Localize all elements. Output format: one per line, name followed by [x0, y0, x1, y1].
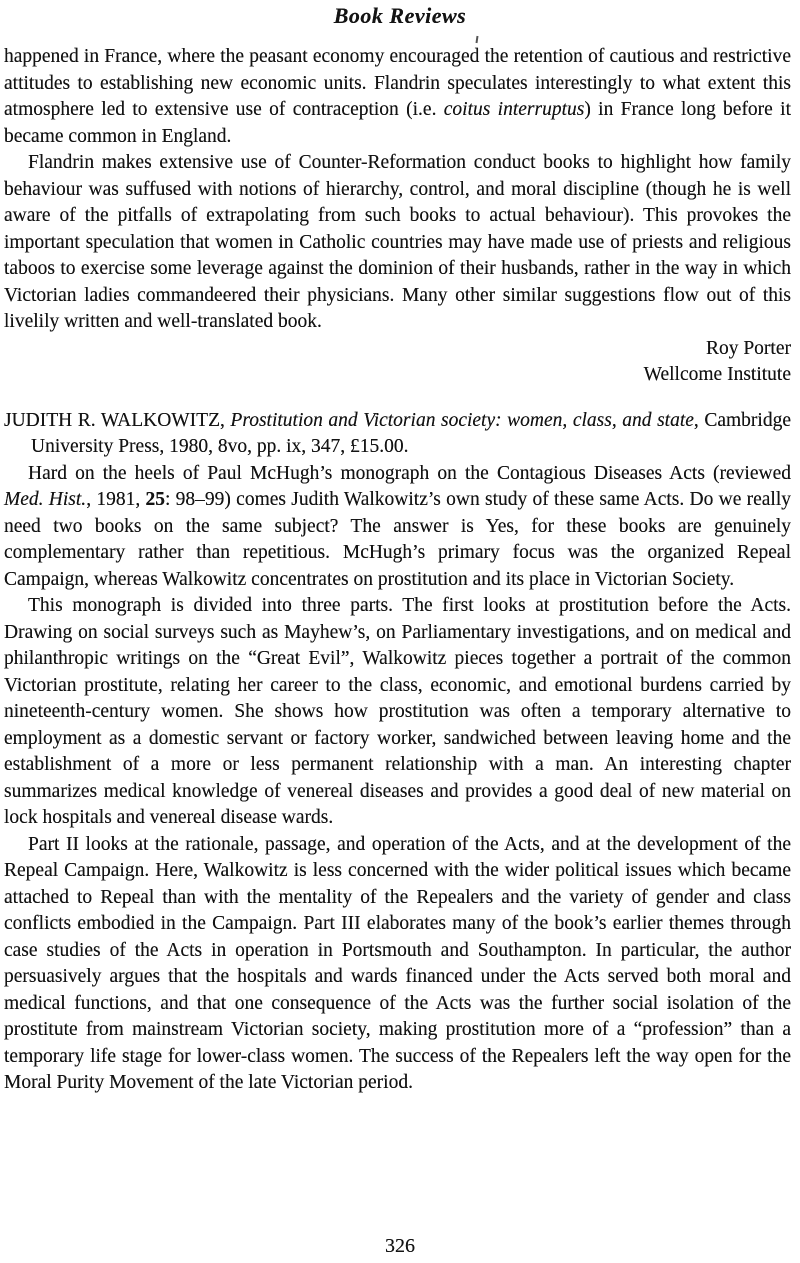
reviewer-affiliation: Wellcome Institute — [643, 364, 791, 385]
walkowitz-review-citation: JUDITH R. WALKOWITZ, Prostitution and Victorian society: women, class, and state, Cambridge University Press, 1980, 8vo, pp. ix, 347, £15.00. — [4, 409, 791, 457]
page-body — [4, 44, 791, 1097]
walkowitz-review-paragraph-1: Hard on the heels of Paul McHugh’s monograph on the Contagious Diseases Acts (reviewed Med. Hist., 1981, 25: 98–99) comes Judith Walkowitz’s own study of these same Acts. Do we really need two books on the same subject? The answer is Yes, for these books are genuinely complementary rather than repetitious. McHugh’s primary focus was the organized Repeal Campaign, whereas Walkowitz concentrates on prostitution and its place in Victorian Society. — [4, 462, 792, 590]
reviewer-name: Roy Porter — [705, 337, 791, 359]
scan-speck — [476, 36, 479, 43]
walkowitz-review-paragraph-2: This monograph is divided into three parts. The first looks at prostitution before the Acts. Drawing on social surveys such as Mayhew’s, on Parliamentary investigations, and on medical and philanthropic writings on the “Great Evil”, Walkowitz pieces together a portrait of the common Victorian prostitute, relating her career to the class, economic, and emotional burdens carried by nineteenth-century women. She shows how prostitution was often a temporary alternative to employment as a domestic servant or factory worker, sandwiched between leaving home and the establishment of a more or less permanent relationship with a man. An interesting chapter summarizes medical knowledge of venereal diseases and provides a good deal of new material on lock hospitals and venereal disease wards. — [4, 595, 791, 828]
running-head: Book Reviews — [333, 3, 467, 28]
reviewer-signature — [4, 336, 791, 389]
page-number: 326 — [385, 1235, 415, 1257]
porter-review-flandrin-paragraph: Flandrin makes extensive use of Counter-Reformation conduct books to highlight how family behaviour was suffused with notions of hierarchy, control, and moral discipline (though he is well aware of the pitfalls of extrapolating from such books to actual behaviour). This provokes the important speculation that women in Catholic countries may have made use of priests and religious taboos to exercise some leverage against the dominion of their husbands, rather in the way in which Victorian ladies commandeered their physicians. Many other similar suggestions flow out of this livelily written and well-translated book. — [4, 152, 791, 332]
porter-review-continuation-paragraph: happened in France, where the peasant economy encouraged the retention of cautious and restrictive attitudes to establishing new economic units. Flandrin speculates interestingly to what extent this atmosphere led to extensive use of contraception (i.e. coitus interruptus) in France long before it became common in England. — [4, 46, 791, 147]
walkowitz-review-paragraph-3: Part II looks at the rationale, passage, and operation of the Acts, and at the development of the Repeal Campaign. Here, Walkowitz is less concerned with the wider political issues which became attached to Repeal than with the mentality of the Repealers and the variety of gender and class conflicts embodied in the Campaign. Part III elaborates many of the book’s earlier themes through case studies of the Acts in operation in Portsmouth and Southampton. In particular, the author persuasively argues that the hospitals and wards financed under the Acts served both moral and medical functions, and that one consequence of the Acts was the further social isolation of the prostitute from mainstream Victorian society, making prostitution more of a “profession” than a temporary life stage for lower-class women. The success of the Repealers left the way open for the Moral Purity Movement of the late Victorian period. — [4, 833, 791, 1093]
